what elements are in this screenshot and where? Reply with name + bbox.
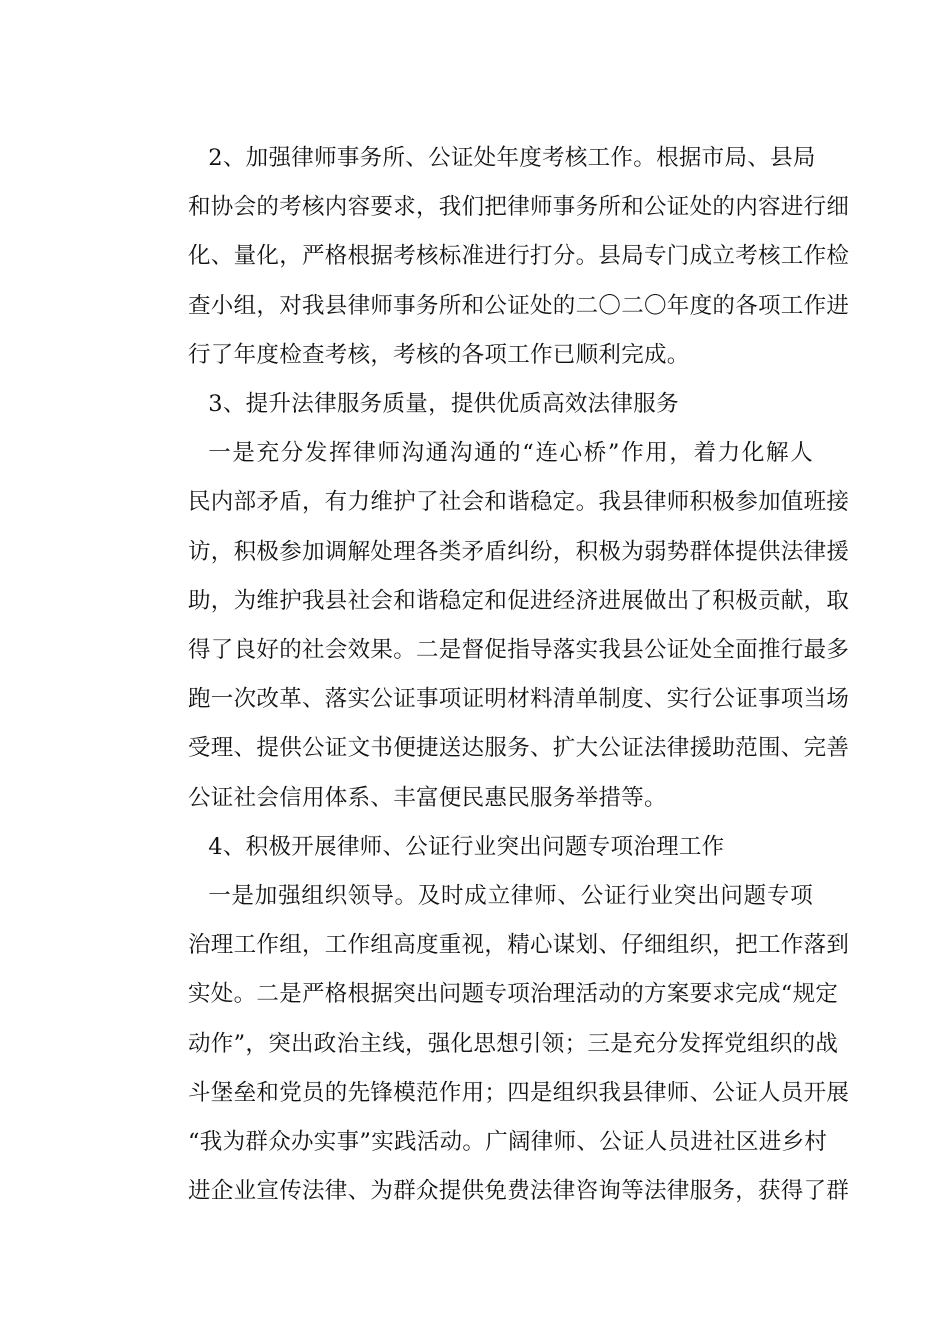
paragraph-special-governance [143, 872, 850, 1216]
text-line: 一是加强组织领导。及时成立律师、公证行业突出问题专项 [208, 883, 813, 910]
document-body [143, 134, 850, 1216]
text-line: 助，为维护我县社会和谐稳定和促进经济进展做出了积极贡献，取 [188, 587, 850, 614]
paragraph-service-quality [143, 429, 850, 823]
text-line: 民内部矛盾，有力维护了社会和谐稳定。我县律师积极参加值班接 [188, 489, 850, 516]
text-line: 斗堡垒和党员的先锋模范作用；四是组织我县律师、公证人员开展 [188, 1079, 850, 1106]
text-line: 实处。二是严格根据突出问题专项治理活动的方案要求完成“规定 [188, 981, 839, 1008]
text-line: 治理工作组，工作组高度重视，精心谋划、仔细组织，把工作落到 [188, 932, 850, 959]
paragraph-annual-assessment [143, 134, 850, 380]
text-line: 跑一次改革、落实公证事项证明材料清单制度、实行公证事项当场 [188, 686, 850, 713]
text-line: 访，积极参加调解处理各类矛盾纠纷，积极为弱势群体提供法律援 [188, 538, 850, 565]
text-line: “我为群众办实事”实践活动。广阔律师、公证人员进社区进乡村 [188, 1129, 828, 1156]
section-heading-special-governance [143, 823, 813, 872]
text-line: 化、量化，严格根据考核标准进行打分。县局专门成立考核工作检 [188, 243, 850, 270]
text-line: 动作”，突出政治主线，强化思想引领；三是充分发挥党组织的战 [188, 1030, 839, 1057]
heading-text: 4、积极开展律师、公证行业突出问题专项治理工作 [208, 833, 725, 860]
text-line: 行了年度检查考核，考核的各项工作已顺利完成。 [188, 341, 690, 368]
text-line: 一是充分发挥律师沟通沟通的“连心桥”作用，着力化解人 [208, 440, 813, 467]
section-heading-service-quality [143, 380, 813, 429]
text-line: 和协会的考核内容要求，我们把律师事务所和公证处的内容进行细 [188, 194, 850, 221]
heading-text: 3、提升法律服务质量，提供优质高效法律服务 [208, 391, 679, 418]
text-line: 查小组，对我县律师事务所和公证处的二〇二〇年度的各项工作进 [188, 292, 850, 319]
text-line: 公证社会信用体系、丰富便民惠民服务举措等。 [188, 784, 667, 811]
text-line: 受理、提供公证文书便捷送达服务、扩大公证法律援助范围、完善 [188, 735, 850, 762]
text-line: 进企业宣传法律、为群众提供免费法律咨询等法律服务，获得了群 [188, 1178, 850, 1205]
text-line: 2、加强律师事务所、公证处年度考核工作。根据市局、县局 [208, 145, 816, 171]
text-line: 得了良好的社会效果。二是督促指导落实我县公证处全面推行最多 [188, 637, 850, 664]
